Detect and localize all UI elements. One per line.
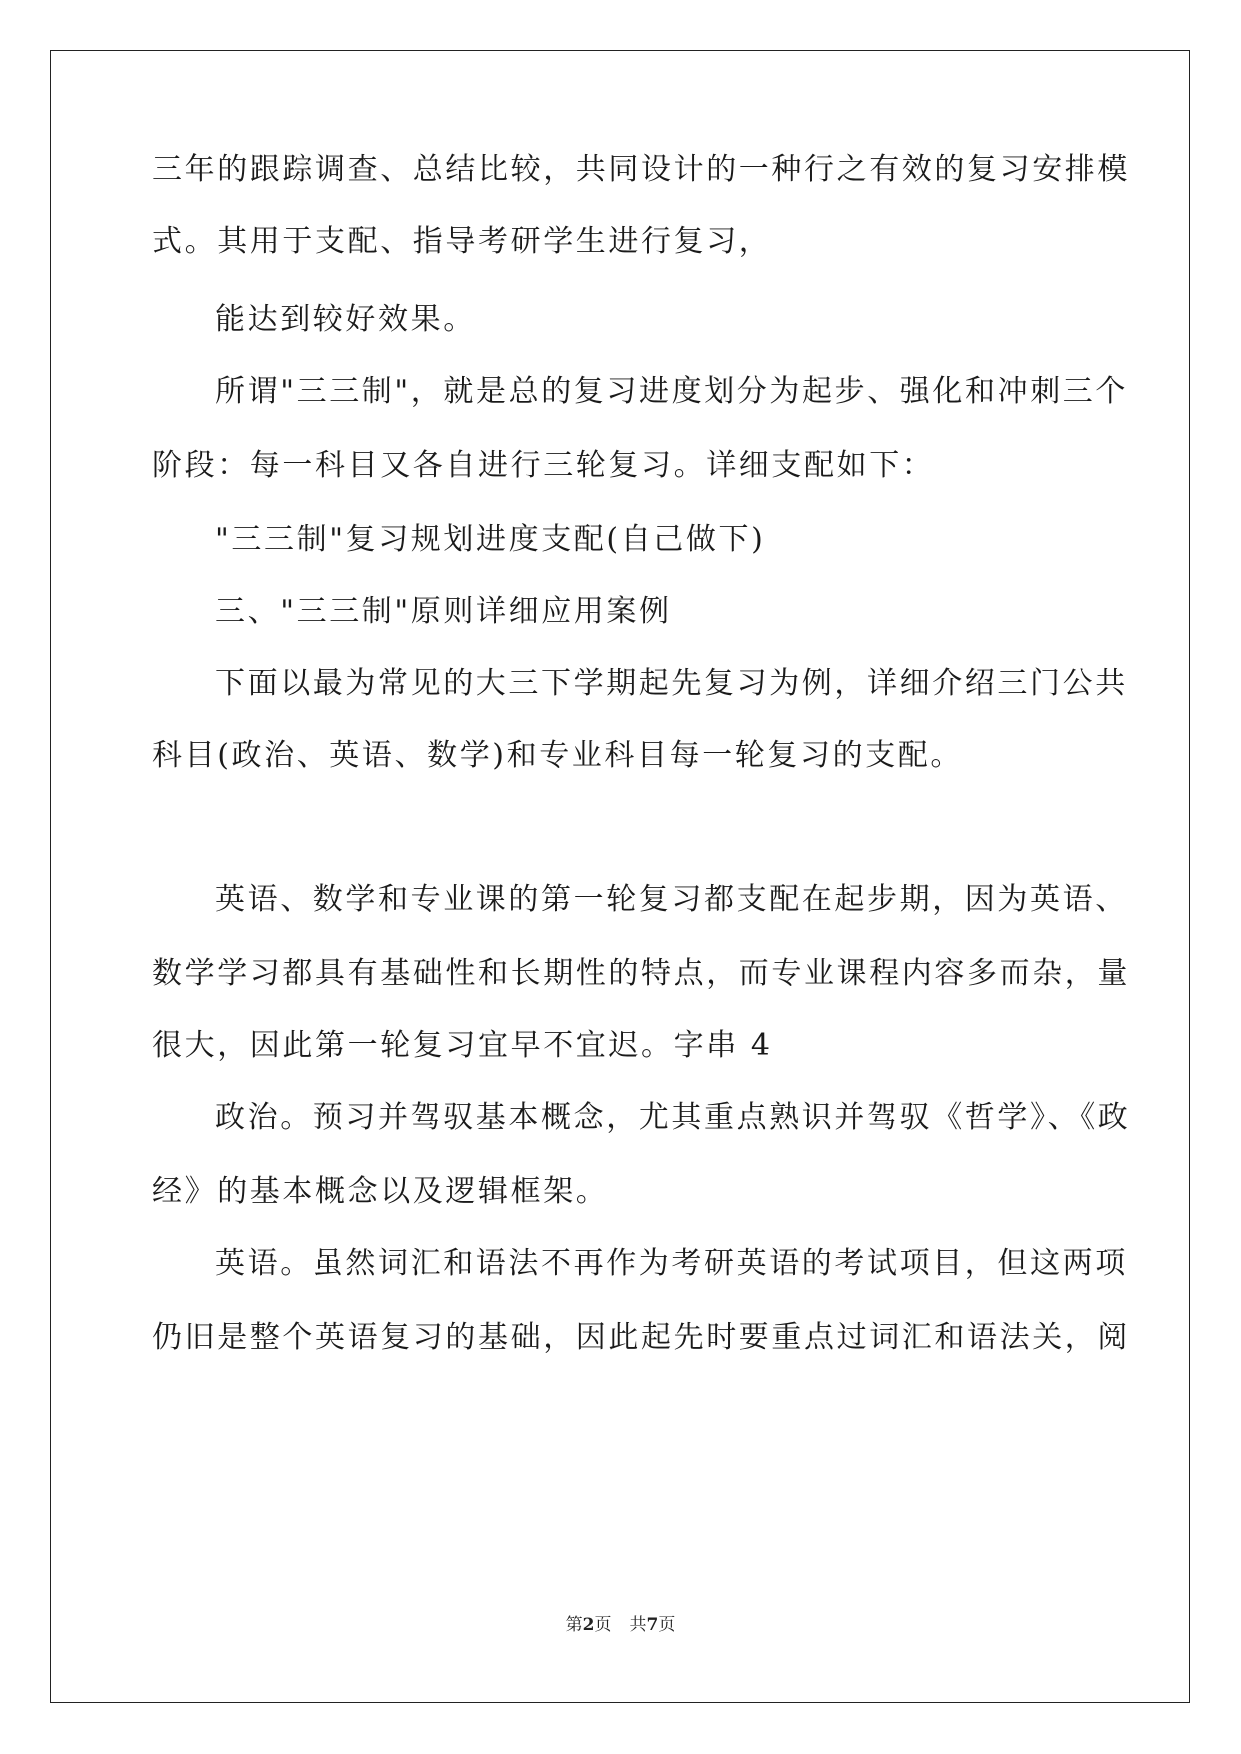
total-suffix: 页 (658, 1615, 676, 1635)
body-text-line: 政治。预习并驾驭基本概念，尤其重点熟识并驾驭《哲学》、《政 (215, 1100, 1131, 1135)
body-text-line: "三三制"复习规划进度支配(自己做下) (215, 522, 766, 557)
body-text-line: 仍旧是整个英语复习的基础，因此起先时要重点过词汇和语法关，阅 (152, 1320, 1130, 1355)
section-heading: 三、"三三制"原则详细应用案例 (215, 594, 672, 629)
body-text-line: 式。其用于支配、指导考研学生进行复习， (152, 224, 772, 259)
body-text-line: 所谓"三三制"，就是总的复习进度划分为起步、强化和冲刺三个 (215, 374, 1128, 409)
body-text-line: 能达到较好效果。 (215, 302, 476, 337)
body-text-line: 很大，因此第一轮复习宜早不宜迟。字串 4 (152, 1028, 773, 1063)
body-text-line: 三年的跟踪调查、总结比较，共同设计的一种行之有效的复习安排模 (152, 152, 1130, 187)
body-text-line: 英语、数学和专业课的第一轮复习都支配在起步期，因为英语、 (215, 882, 1128, 917)
body-text-line: 下面以最为常见的大三下学期起先复习为例，详细介绍三门公共 (215, 666, 1128, 701)
body-text-line: 英语。虽然词汇和语法不再作为考研英语的考试项目，但这两项 (215, 1246, 1128, 1281)
total-prefix: 共 (629, 1615, 647, 1635)
body-text-line: 经》的基本概念以及逻辑框架。 (152, 1174, 609, 1209)
body-text-line: 科目(政治、英语、数学)和专业科目每一轮复习的支配。 (152, 738, 964, 773)
body-text-line: 数学学习都具有基础性和长期性的特点，而专业课程内容多而杂，量 (152, 956, 1130, 991)
body-text-line: 阶段：每一科目又各自进行三轮复习。详细支配如下： (152, 448, 935, 483)
total-page-number: 7 (646, 1615, 659, 1635)
page-footer (0, 1610, 1241, 1635)
page-prefix: 第 (565, 1615, 583, 1635)
page-border (50, 50, 1190, 1703)
page-suffix: 页 (594, 1615, 612, 1635)
current-page-number: 2 (582, 1615, 595, 1635)
